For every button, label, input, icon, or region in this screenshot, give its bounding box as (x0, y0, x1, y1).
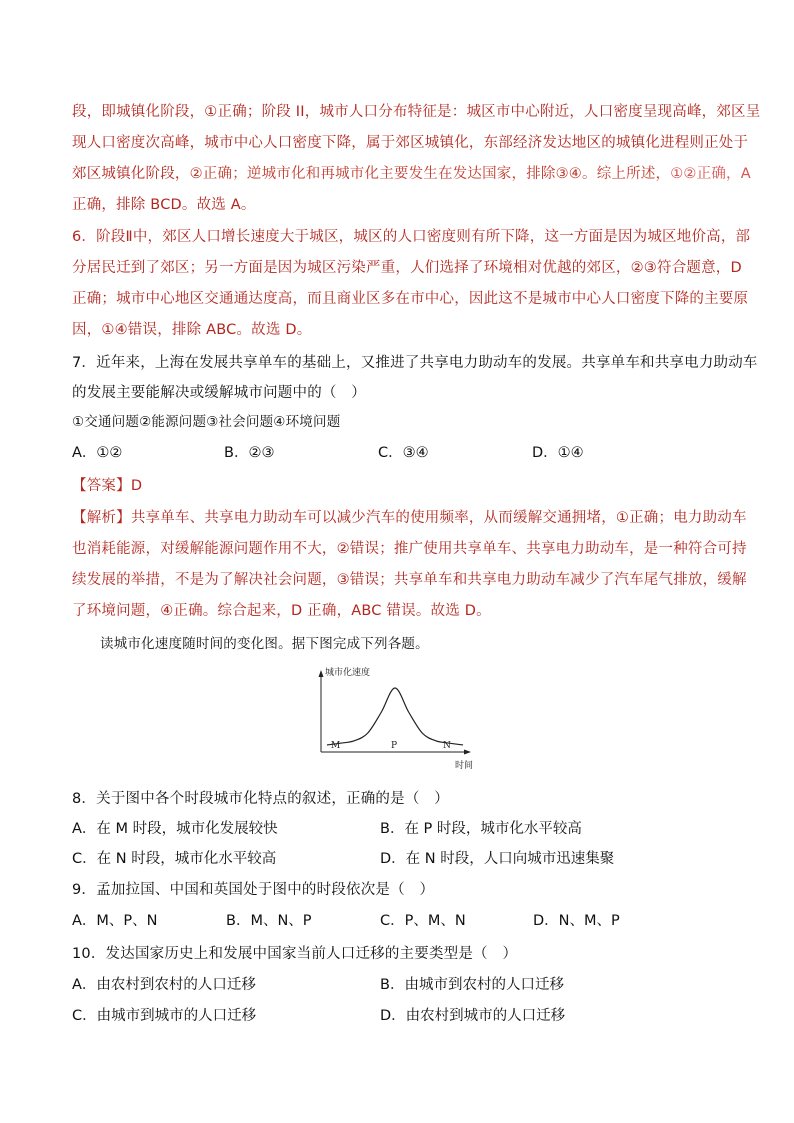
q7-analysis-line: 了环境问题，④正确。综合起来，D 正确，ABC 错误。故选 D。 (72, 603, 491, 619)
q9-option-c: C．P、M、N (380, 913, 466, 929)
q8-option-c: C．在 N 时段，城市化水平较高 (72, 851, 277, 867)
q6-analysis-line: 因，①④错误，排除 ABC。故选 D。 (72, 322, 312, 338)
analysis-label: 【解析】 (72, 510, 131, 526)
label-p: P (391, 741, 398, 751)
analysis-text: ①②正确，A (670, 166, 751, 182)
q7-items: ①交通问题②能源问题③社会问题④环境问题 (72, 414, 341, 430)
q7-answer (72, 476, 732, 496)
q8-option-b: B．在 P 时段，城市化水平较高 (380, 821, 582, 837)
answer-value: D (130, 478, 143, 494)
urbanization-speed-chart (315, 664, 475, 776)
x-axis-label: 时间 (455, 761, 474, 771)
analysis-line (72, 164, 751, 184)
x-axis-arrow (464, 750, 471, 755)
analysis-text: 郊区城镇化阶段， (72, 166, 190, 182)
q7-analysis-line: 也消耗能源，对缓解能源问题作用不大，②错误；推广使用共享单车、共享电力助动车，是一种符合可持 (72, 541, 747, 557)
q10-option-b: B．由城市到农村的人口迁移 (380, 977, 564, 993)
analysis-line: 段，即城镇化阶段，①正确；阶段 II，城市人口分布特征是：城区市中心附近，人口密度呈现高峰，郊区呈 (72, 104, 761, 120)
analysis-line: 正确，排除 BCD。故选 A。 (72, 197, 256, 213)
q10-option-a: A．由农村到农村的人口迁移 (72, 977, 256, 993)
q9-option-b: B．M、N、P (226, 913, 312, 929)
q7-option-d: D．①④ (532, 445, 584, 461)
y-axis-label: 城市化速度 (325, 668, 371, 678)
q6-analysis-line: 分居民迁到了郊区；另一方面是因为城区污染严重，人们选择了环境相对优越的郊区，②③符合题意，D (72, 260, 742, 276)
analysis-line: 现人口密度次高峰，城市中心人口密度下降，属于郊区城镇化，东部经济发达地区的城镇化进程则正处于 (72, 135, 749, 151)
q9-stem: 9．孟加拉国、中国和英国处于图中的时段依次是（ ） (72, 882, 435, 898)
q7-stem: 7．近年来，上海在发展共享单车的基础上，又推进了共享电力助动车的发展。共享单车和共享电力助动车 (72, 355, 758, 371)
answer-label: 【答案】 (72, 478, 131, 494)
q6-analysis-line: 正确；城市中心地区交通通达度高，而且商业区多在市中心，因此这不是城市中心人口密度下降的主要原 (72, 291, 749, 307)
q8-option-d: D．在 N 时段，人口向城市迅速集聚 (380, 851, 615, 867)
figure-intro: 读城市化速度随时间的变化图。据下图完成下列各题。 (100, 636, 429, 652)
analysis-text: ②正确；逆城市化和再城市化主要发生在发达国家，排除③④。综上所述， (189, 166, 671, 182)
q6-analysis-line: 6．阶段Ⅱ中，郊区人口增长速度大于城区，城区的人口密度则有所下降，这一方面是因为城区地价高，部 (72, 229, 751, 245)
q9-option-d: D．N、M、P (533, 913, 620, 929)
q7-analysis-line: 续发展的举措，不是为了解决社会问题，③错误；共享单车和共享电力助动车减少了汽车尾气排放，缓解 (72, 572, 747, 588)
urbanization-curve (327, 688, 463, 745)
analysis-text: 共享单车、共享电力助动车可以减少汽车的使用频率，从而缓解交通拥堵，①正确；电力助动车 (130, 510, 747, 526)
q7-stem: 的发展主要能解决或缓解城市问题中的（ ） (72, 385, 366, 401)
q10-option-c: C．由城市到城市的人口迁移 (72, 1008, 257, 1024)
q8-option-a: A．在 M 时段，城市化发展较快 (72, 821, 278, 837)
q8-stem: 8．关于图中各个时段城市化特点的叙述，正确的是（ ） (72, 791, 449, 807)
q7-analysis-line (72, 508, 747, 528)
q7-option-c: C．③④ (378, 445, 429, 461)
q7-option-a: A．①② (72, 445, 123, 461)
q10-stem: 10．发达国家历史上和发展中国家当前人口迁移的主要类型是（ ） (72, 946, 518, 962)
y-axis-arrow (319, 670, 324, 677)
label-n: N (443, 741, 451, 751)
q9-option-a: A．M、P、N (72, 913, 158, 929)
label-m: M (331, 741, 341, 751)
q7-option-b: B．②③ (224, 445, 275, 461)
q10-option-d: D．由农村到城市的人口迁移 (380, 1008, 566, 1024)
